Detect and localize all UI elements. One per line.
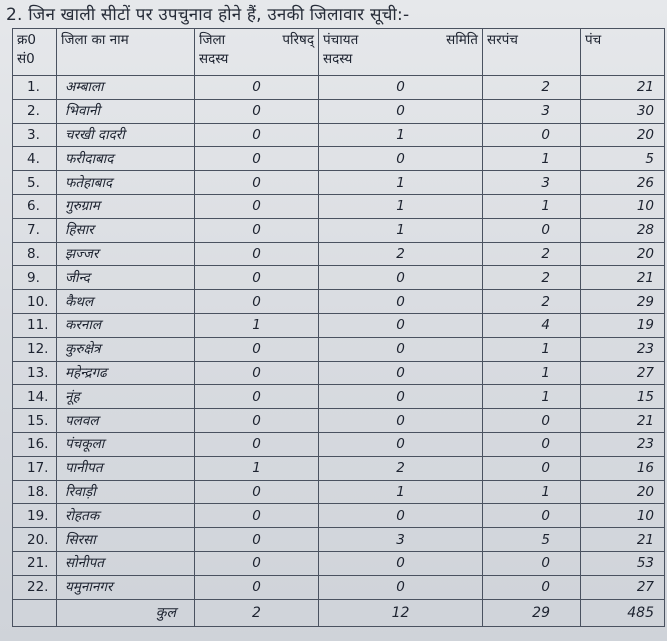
- header-ps-word2: समिति: [446, 32, 478, 48]
- table-row: [13, 551, 665, 575]
- row-sarpanch: 0: [483, 456, 581, 480]
- row-serial: 20.: [13, 528, 57, 552]
- row-sarpanch: 0: [483, 551, 581, 575]
- header-zila-parishad: [195, 29, 319, 76]
- row-district: सिरसा: [57, 528, 195, 552]
- row-sarpanch: 2: [483, 242, 581, 266]
- table-row: [13, 528, 665, 552]
- row-zila-parishad: 0: [195, 218, 319, 242]
- table-row: [13, 242, 665, 266]
- row-serial: 13.: [13, 361, 57, 385]
- row-sarpanch: 1: [483, 385, 581, 409]
- row-panch: 30: [581, 99, 665, 123]
- row-panchayat-samiti: 0: [319, 313, 483, 337]
- row-district: झज्जर: [57, 242, 195, 266]
- row-district: पानीपत: [57, 456, 195, 480]
- row-district: करनाल: [57, 313, 195, 337]
- row-zila-parishad: 0: [195, 194, 319, 218]
- header-district: [57, 29, 195, 76]
- row-panchayat-samiti: 0: [319, 575, 483, 599]
- row-sarpanch: 2: [483, 266, 581, 290]
- row-panchayat-samiti: 1: [319, 194, 483, 218]
- total-panch: 485: [581, 599, 665, 626]
- table-row: [13, 76, 665, 100]
- total-zp: 2: [195, 599, 319, 626]
- row-panch: 53: [581, 551, 665, 575]
- row-panchayat-samiti: 2: [319, 456, 483, 480]
- row-panchayat-samiti: 2: [319, 242, 483, 266]
- row-serial: 1.: [13, 76, 57, 100]
- header-serial-line1: क्र0: [17, 32, 36, 48]
- row-serial: 6.: [13, 194, 57, 218]
- row-panchayat-samiti: 0: [319, 385, 483, 409]
- row-sarpanch: 1: [483, 480, 581, 504]
- header-district-label: जिला का नाम: [61, 32, 129, 48]
- row-district: रोहतक: [57, 504, 195, 528]
- row-panchayat-samiti: 0: [319, 76, 483, 100]
- row-panchayat-samiti: 3: [319, 528, 483, 552]
- header-panch-label: पंच: [585, 32, 602, 48]
- row-panchayat-samiti: 0: [319, 504, 483, 528]
- row-zila-parishad: 1: [195, 456, 319, 480]
- total-empty-cell: [13, 599, 57, 626]
- table-row: [13, 266, 665, 290]
- row-zila-parishad: 1: [195, 313, 319, 337]
- row-panch: 16: [581, 456, 665, 480]
- row-serial: 3.: [13, 123, 57, 147]
- row-district: रिवाड़ी: [57, 480, 195, 504]
- row-sarpanch: 2: [483, 76, 581, 100]
- row-zila-parishad: 0: [195, 266, 319, 290]
- row-district: कुरुक्षेत्र: [57, 337, 195, 361]
- row-sarpanch: 0: [483, 409, 581, 433]
- header-zp-word2: परिषद्: [282, 32, 314, 48]
- table-row: [13, 361, 665, 385]
- row-panchayat-samiti: 1: [319, 218, 483, 242]
- row-panch: 28: [581, 218, 665, 242]
- row-serial: 15.: [13, 409, 57, 433]
- table-row: [13, 480, 665, 504]
- table-row: [13, 194, 665, 218]
- row-panchayat-samiti: 0: [319, 361, 483, 385]
- row-district: चरखी दादरी: [57, 123, 195, 147]
- row-district: जीन्द: [57, 266, 195, 290]
- row-district: गुरुग्राम: [57, 194, 195, 218]
- row-district: फतेहाबाद: [57, 171, 195, 195]
- row-serial: 16.: [13, 432, 57, 456]
- row-panch: 10: [581, 194, 665, 218]
- row-zila-parishad: 0: [195, 385, 319, 409]
- section-heading: 2. जिन खाली सीटों पर उपचुनाव होने हैं, उनकी जिलावार सूची:-: [6, 5, 410, 25]
- row-serial: 2.: [13, 99, 57, 123]
- row-zila-parishad: 0: [195, 242, 319, 266]
- row-panchayat-samiti: 1: [319, 480, 483, 504]
- row-panch: 10: [581, 504, 665, 528]
- row-sarpanch: 3: [483, 171, 581, 195]
- row-district: भिवानी: [57, 99, 195, 123]
- row-serial: 9.: [13, 266, 57, 290]
- row-panch: 29: [581, 290, 665, 314]
- row-panchayat-samiti: 0: [319, 147, 483, 171]
- header-serial-line2: सं0: [17, 51, 35, 67]
- row-serial: 5.: [13, 171, 57, 195]
- row-panch: 20: [581, 242, 665, 266]
- row-zila-parishad: 0: [195, 76, 319, 100]
- header-sarpanch: [483, 29, 581, 76]
- table-row: [13, 99, 665, 123]
- row-panch: 21: [581, 409, 665, 433]
- row-zila-parishad: 0: [195, 361, 319, 385]
- total-row: [13, 599, 665, 626]
- row-zila-parishad: 0: [195, 290, 319, 314]
- row-panchayat-samiti: 0: [319, 551, 483, 575]
- table-row: [13, 313, 665, 337]
- row-panch: 21: [581, 528, 665, 552]
- row-sarpanch: 2: [483, 290, 581, 314]
- row-sarpanch: 5: [483, 528, 581, 552]
- row-district: यमुनानगर: [57, 575, 195, 599]
- row-panchayat-samiti: 1: [319, 123, 483, 147]
- row-panch: 21: [581, 266, 665, 290]
- row-sarpanch: 0: [483, 218, 581, 242]
- table-row: [13, 504, 665, 528]
- header-panch: [581, 29, 665, 76]
- row-panch: 23: [581, 432, 665, 456]
- row-serial: 14.: [13, 385, 57, 409]
- row-district: पलवल: [57, 409, 195, 433]
- row-sarpanch: 3: [483, 99, 581, 123]
- row-panch: 26: [581, 171, 665, 195]
- row-panchayat-samiti: 0: [319, 432, 483, 456]
- row-zila-parishad: 0: [195, 147, 319, 171]
- header-sarpanch-label: सरपंच: [487, 32, 518, 48]
- row-panch: 20: [581, 480, 665, 504]
- row-zila-parishad: 0: [195, 551, 319, 575]
- row-serial: 18.: [13, 480, 57, 504]
- row-panchayat-samiti: 0: [319, 266, 483, 290]
- row-district: महेन्द्रगढ: [57, 361, 195, 385]
- row-panchayat-samiti: 0: [319, 409, 483, 433]
- row-panchayat-samiti: 0: [319, 337, 483, 361]
- row-zila-parishad: 0: [195, 480, 319, 504]
- row-sarpanch: 0: [483, 123, 581, 147]
- row-panch: 19: [581, 313, 665, 337]
- row-district: हिसार: [57, 218, 195, 242]
- table-row: [13, 432, 665, 456]
- row-zila-parishad: 0: [195, 432, 319, 456]
- row-sarpanch: 0: [483, 432, 581, 456]
- table-header-row: [13, 29, 665, 76]
- row-panch: 27: [581, 575, 665, 599]
- table-row: [13, 456, 665, 480]
- row-sarpanch: 1: [483, 337, 581, 361]
- table-row: [13, 123, 665, 147]
- row-serial: 22.: [13, 575, 57, 599]
- row-sarpanch: 4: [483, 313, 581, 337]
- table-row: [13, 575, 665, 599]
- row-zila-parishad: 0: [195, 337, 319, 361]
- table-row: [13, 147, 665, 171]
- row-district: सोनीपत: [57, 551, 195, 575]
- row-district: कैथल: [57, 290, 195, 314]
- vacancy-table: [12, 28, 665, 627]
- row-zila-parishad: 0: [195, 99, 319, 123]
- row-panchayat-samiti: 0: [319, 290, 483, 314]
- table-row: [13, 385, 665, 409]
- row-sarpanch: 0: [483, 575, 581, 599]
- row-serial: 11.: [13, 313, 57, 337]
- row-district: नूंह: [57, 385, 195, 409]
- table-row: [13, 218, 665, 242]
- row-panch: 27: [581, 361, 665, 385]
- header-panchayat-samiti: [319, 29, 483, 76]
- row-zila-parishad: 0: [195, 123, 319, 147]
- row-serial: 8.: [13, 242, 57, 266]
- row-sarpanch: 1: [483, 361, 581, 385]
- row-panch: 21: [581, 76, 665, 100]
- row-sarpanch: 0: [483, 504, 581, 528]
- row-serial: 17.: [13, 456, 57, 480]
- row-serial: 10.: [13, 290, 57, 314]
- header-zp-word1: जिला: [199, 32, 226, 48]
- table-row: [13, 290, 665, 314]
- table-body: [13, 76, 665, 600]
- total-label: कुल: [57, 599, 195, 626]
- row-panchayat-samiti: 1: [319, 171, 483, 195]
- row-serial: 4.: [13, 147, 57, 171]
- row-panch: 15: [581, 385, 665, 409]
- row-sarpanch: 1: [483, 147, 581, 171]
- row-serial: 12.: [13, 337, 57, 361]
- row-serial: 21.: [13, 551, 57, 575]
- row-district: अम्बाला: [57, 76, 195, 100]
- table-row: [13, 171, 665, 195]
- row-sarpanch: 1: [483, 194, 581, 218]
- table-row: [13, 409, 665, 433]
- total-sarpanch: 29: [483, 599, 581, 626]
- table-row: [13, 337, 665, 361]
- total-ps: 12: [319, 599, 483, 626]
- row-panch: 23: [581, 337, 665, 361]
- header-ps-word1: पंचायत: [323, 32, 359, 48]
- row-zila-parishad: 0: [195, 504, 319, 528]
- row-zila-parishad: 0: [195, 575, 319, 599]
- row-zila-parishad: 0: [195, 409, 319, 433]
- row-serial: 19.: [13, 504, 57, 528]
- header-ps-line2: सदस्य: [323, 51, 353, 67]
- header-serial-number: [13, 29, 57, 76]
- row-district: पंचकूला: [57, 432, 195, 456]
- row-panch: 5: [581, 147, 665, 171]
- row-zila-parishad: 0: [195, 171, 319, 195]
- header-zp-line2: सदस्य: [199, 51, 229, 67]
- row-district: फरीदाबाद: [57, 147, 195, 171]
- row-zila-parishad: 0: [195, 528, 319, 552]
- row-serial: 7.: [13, 218, 57, 242]
- row-panchayat-samiti: 0: [319, 99, 483, 123]
- row-panch: 20: [581, 123, 665, 147]
